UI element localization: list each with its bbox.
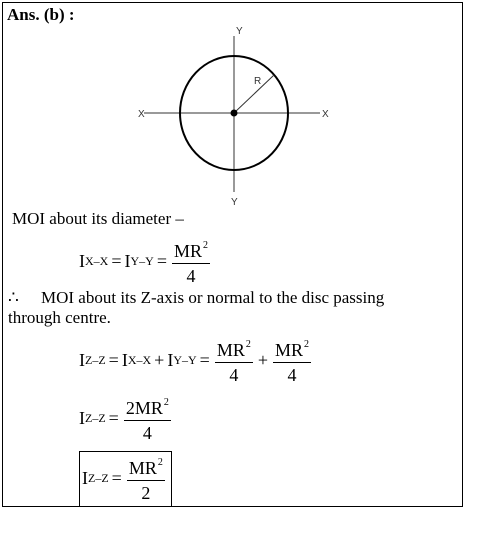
fraction-numerator: $MR^2$: [273, 335, 311, 363]
exponent: 2: [203, 240, 209, 251]
equals-sign: =: [111, 251, 122, 271]
exponent: 2: [304, 339, 310, 350]
subscript-yy: Y–Y: [173, 353, 197, 367]
symbol-i: I: [79, 350, 85, 370]
symbol-i: I: [167, 350, 174, 370]
symbol-i: I: [124, 251, 131, 271]
equals-sign: =: [156, 251, 167, 271]
exponent: 2: [157, 457, 163, 468]
equals-sign: =: [108, 350, 119, 370]
answer-heading: Ans. (b) :: [7, 5, 75, 24]
subscript-zz: Z–Z: [85, 353, 106, 367]
subscript-yy: Y–Y: [130, 254, 154, 268]
equation-ixx-iyy: [79, 236, 212, 287]
fraction-numerator: $MR^2$: [172, 236, 210, 264]
plus-sign: +: [154, 350, 165, 370]
fraction-denominator: 2: [141, 483, 151, 503]
plus-sign: +: [257, 350, 268, 370]
symbol-i: I: [79, 251, 85, 271]
moi-z-axis-line2: through centre.: [8, 308, 111, 327]
moi-z-axis-line1: MOI about its Z-axis or normal to the disc passing: [41, 288, 385, 307]
subscript-zz: Z–Z: [85, 411, 106, 425]
equals-sign: =: [108, 408, 119, 428]
fraction-numerator: $2MR^2$: [124, 393, 171, 421]
fraction-mr2-over-4: [172, 236, 210, 287]
fraction-mr2-over-2: [127, 453, 165, 504]
symbol-i: I: [121, 350, 128, 370]
fraction-numerator: $MR^2$: [127, 453, 165, 481]
subscript-xx: X–X: [127, 353, 152, 367]
y-axis-label-bottom: Y: [231, 197, 238, 208]
exponent: 2: [163, 397, 169, 408]
equals-sign: =: [111, 468, 122, 488]
exponent: 2: [245, 339, 251, 350]
disc-diagram: [130, 22, 340, 212]
subscript-xx: X–X: [85, 254, 109, 268]
equals-sign: =: [199, 350, 210, 370]
centre-dot: [231, 110, 238, 117]
fraction-mr2-over-4: [215, 335, 253, 386]
radius-label: R: [254, 76, 262, 87]
fraction-numerator: $MR^2$: [215, 335, 253, 363]
symbol-i: I: [82, 468, 88, 488]
fraction-denominator: 4: [186, 266, 196, 286]
fraction-mr2-over-4: [273, 335, 311, 386]
fraction-2mr2-over-4: [124, 393, 171, 444]
x-axis-label-right: X: [322, 109, 329, 120]
therefore-symbol: ∴: [8, 288, 19, 307]
equation-izz-2mr2: [79, 393, 173, 444]
subscript-zz: Z–Z: [88, 471, 109, 485]
final-result-box: [79, 451, 172, 507]
moi-diameter-text: MOI about its diameter –: [12, 209, 184, 228]
fraction-denominator: 4: [287, 365, 297, 385]
symbol-i: I: [79, 408, 85, 428]
y-axis-label-top: Y: [236, 26, 243, 37]
x-axis-label-left: X: [138, 109, 145, 120]
fraction-denominator: 4: [142, 423, 152, 443]
fraction-denominator: 4: [229, 365, 239, 385]
equation-izz-sum: [79, 335, 313, 386]
